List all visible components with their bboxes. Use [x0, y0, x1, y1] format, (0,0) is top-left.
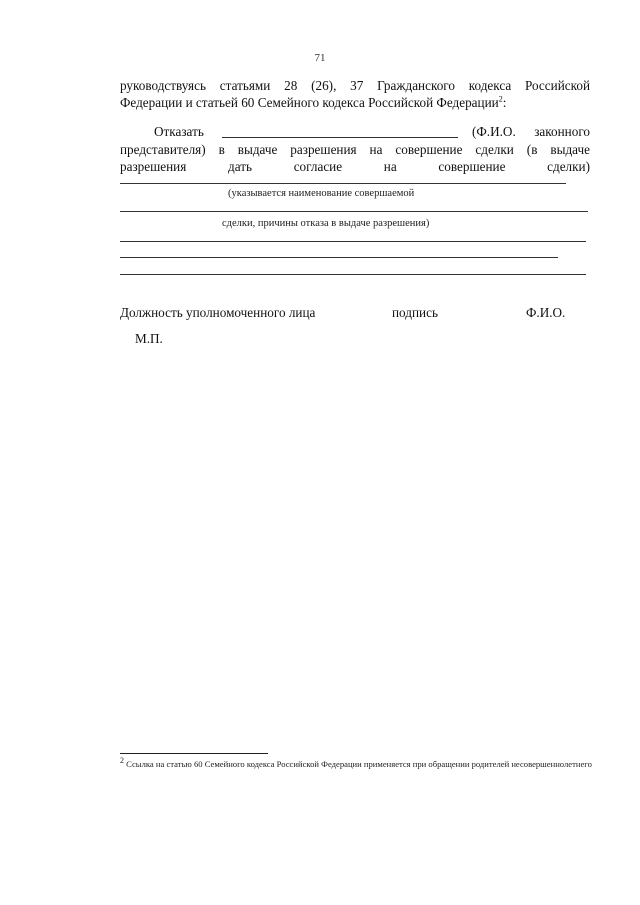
stamp-place-label: М.П.: [135, 331, 163, 346]
intro-line-2-text: Федерации и статьей 60 Семейного кодекса Российской Федерации: [120, 95, 499, 110]
refuse-word: Отказать: [154, 124, 204, 139]
intro-line-1: руководствуясь статьями 28 (26), 37 Гражданского кодекса Российской: [120, 78, 590, 93]
fio-blank-line: [222, 137, 458, 138]
fio-signature-label: Ф.И.О.: [526, 305, 566, 320]
signature-label: подпись: [392, 305, 438, 320]
refuse-line-2: представителя) в выдаче разрешения на совершение сделки (в выдаче: [120, 142, 590, 157]
caption-refusal-reasons: сделки, причины отказа в выдаче разрешения): [222, 218, 430, 229]
fio-label: (Ф.И.О. законного: [472, 124, 590, 139]
fill-line-5: [120, 274, 586, 275]
page-number: 71: [314, 52, 326, 64]
fill-line-4: [120, 257, 558, 258]
authorized-position-label: Должность уполномоченного лица: [120, 305, 316, 320]
fill-line-2: [120, 211, 588, 212]
fill-line-1: [120, 183, 566, 184]
intro-line-2: [120, 94, 590, 111]
footnote-text: Ссылка на статью 60 Семейного кодекса Российской Федерации применяется при обращении родителей несовершеннолетнего: [126, 759, 592, 769]
footnote-divider: [120, 753, 268, 754]
caption-deal-name: (указывается наименование совершаемой: [228, 188, 415, 199]
intro-line-2-end: :: [502, 95, 507, 110]
refuse-line-3: разрешения дать согласие на совершение сделки): [120, 159, 590, 174]
footnote-mark: 2: [120, 756, 124, 766]
footnote: [120, 758, 600, 770]
footnote-ref: 2: [498, 94, 503, 104]
fill-line-3: [120, 241, 586, 242]
